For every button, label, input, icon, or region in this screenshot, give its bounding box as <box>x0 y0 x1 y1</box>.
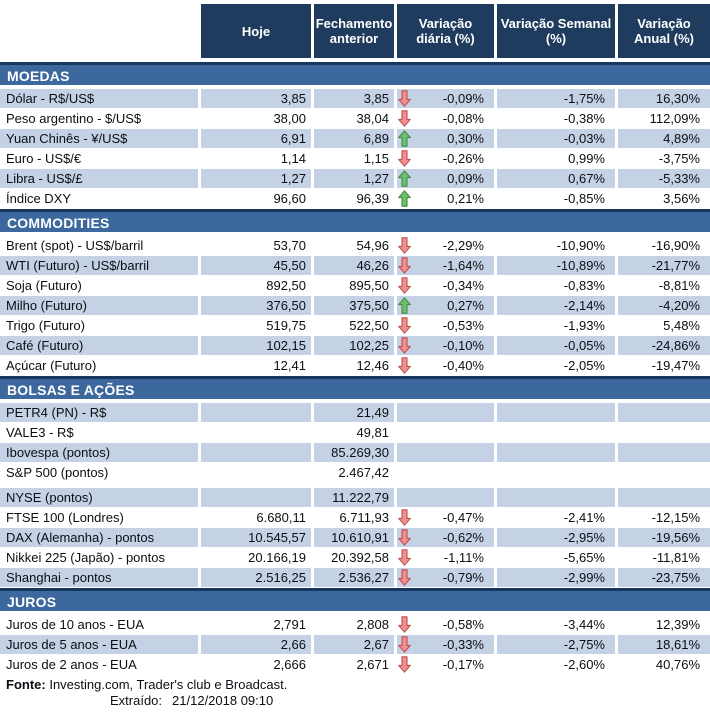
variacao-semanal-value: -3,44% <box>497 615 615 634</box>
down-arrow-icon <box>398 149 411 168</box>
row-label: Juros de 2 anos - EUA <box>0 655 198 674</box>
table-row <box>0 276 710 295</box>
variacao-semanal-value: -2,99% <box>497 568 615 587</box>
row-label: Juros de 5 anos - EUA <box>0 635 198 654</box>
row-label: Ibovespa (pontos) <box>0 443 198 462</box>
hoje-value: 2,66 <box>201 635 311 654</box>
variacao-diaria-value: -0,33% <box>442 637 484 652</box>
table-row <box>0 336 710 355</box>
down-arrow-icon <box>398 356 411 375</box>
variacao-semanal-value: -5,65% <box>497 548 615 567</box>
down-arrow-icon <box>398 548 411 567</box>
variacao-diaria-value: -0,10% <box>442 338 484 353</box>
variacao-diaria-cell <box>397 316 494 335</box>
variacao-diaria-cell <box>397 488 494 507</box>
table-row <box>0 488 710 507</box>
variacao-diaria-value: -0,26% <box>442 151 484 166</box>
hoje-value: 38,00 <box>201 109 311 128</box>
fechamento-anterior-value: 3,85 <box>314 89 394 108</box>
variacao-diaria-cell <box>397 276 494 295</box>
table-body <box>0 62 710 674</box>
table-row <box>0 236 710 255</box>
variacao-anual-value: 4,89% <box>618 129 710 148</box>
hoje-value: 376,50 <box>201 296 311 315</box>
hoje-value <box>201 463 311 482</box>
variacao-diaria-cell <box>397 403 494 422</box>
extracted-timestamp: 21/12/2018 09:10 <box>172 693 274 708</box>
table-row <box>0 89 710 108</box>
hoje-value: 20.166,19 <box>201 548 311 567</box>
variacao-semanal-value: -0,85% <box>497 189 615 208</box>
variacao-diaria-value: -1,64% <box>442 258 484 273</box>
variacao-semanal-value: -2,41% <box>497 508 615 527</box>
fechamento-anterior-value: 522,50 <box>314 316 394 335</box>
hoje-value: 1,14 <box>201 149 311 168</box>
variacao-diaria-value: 0,09% <box>447 171 484 186</box>
variacao-semanal-value <box>497 463 615 482</box>
hoje-value <box>201 488 311 507</box>
variacao-semanal-value <box>497 488 615 507</box>
up-arrow-icon <box>398 129 411 148</box>
variacao-diaria-value: 0,27% <box>447 298 484 313</box>
row-label: PETR4 (PN) - R$ <box>0 403 198 422</box>
variacao-diaria-cell <box>397 528 494 547</box>
fechamento-anterior-value: 49,81 <box>314 423 394 442</box>
variacao-anual-value: -16,90% <box>618 236 710 255</box>
extracted-line <box>0 693 710 709</box>
variacao-anual-value: -19,56% <box>618 528 710 547</box>
down-arrow-icon <box>398 276 411 295</box>
table-row <box>0 356 710 375</box>
table-row <box>0 403 710 422</box>
up-arrow-icon <box>398 169 411 188</box>
variacao-anual-value: -19,47% <box>618 356 710 375</box>
table-row <box>0 256 710 275</box>
variacao-diaria-cell <box>397 89 494 108</box>
hoje-value: 12,41 <box>201 356 311 375</box>
fechamento-anterior-value: 20.392,58 <box>314 548 394 567</box>
table-row <box>0 615 710 634</box>
hoje-value: 6.680,11 <box>201 508 311 527</box>
source-line <box>0 677 710 693</box>
row-label: Café (Futuro) <box>0 336 198 355</box>
variacao-anual-value: -21,77% <box>618 256 710 275</box>
up-arrow-icon <box>398 189 411 208</box>
variacao-anual-value: 3,56% <box>618 189 710 208</box>
source-label: Fonte: <box>6 677 46 692</box>
variacao-diaria-cell <box>397 356 494 375</box>
fechamento-anterior-value: 85.269,30 <box>314 443 394 462</box>
down-arrow-icon <box>398 655 411 674</box>
fechamento-anterior-value: 11.222,79 <box>314 488 394 507</box>
header-empty-cell <box>0 4 198 58</box>
hoje-value: 53,70 <box>201 236 311 255</box>
variacao-diaria-cell <box>397 463 494 482</box>
hoje-value: 3,85 <box>201 89 311 108</box>
variacao-diaria-value: -0,62% <box>442 530 484 545</box>
variacao-anual-value <box>618 443 710 462</box>
fechamento-anterior-value: 6.711,93 <box>314 508 394 527</box>
down-arrow-icon <box>398 256 411 275</box>
variacao-diaria-cell <box>397 256 494 275</box>
variacao-diaria-cell <box>397 149 494 168</box>
table-row <box>0 568 710 587</box>
section-header-juros: JUROS <box>0 588 710 611</box>
variacao-diaria-cell <box>397 508 494 527</box>
table-row <box>0 423 710 442</box>
source-text: Investing.com, Trader's club e Broadcast. <box>45 677 288 692</box>
fechamento-anterior-value: 2.536,27 <box>314 568 394 587</box>
up-arrow-icon <box>398 296 411 315</box>
row-label: Trigo (Futuro) <box>0 316 198 335</box>
variacao-anual-value <box>618 463 710 482</box>
down-arrow-icon <box>398 528 411 547</box>
fechamento-anterior-value: 2,808 <box>314 615 394 634</box>
table-row <box>0 316 710 335</box>
down-arrow-icon <box>398 109 411 128</box>
variacao-anual-value: 40,76% <box>618 655 710 674</box>
row-label: Yuan Chinês - ¥/US$ <box>0 129 198 148</box>
hoje-value: 45,50 <box>201 256 311 275</box>
table-row <box>0 528 710 547</box>
variacao-semanal-value: -0,38% <box>497 109 615 128</box>
variacao-diaria-cell <box>397 443 494 462</box>
variacao-diaria-cell <box>397 236 494 255</box>
hoje-value: 102,15 <box>201 336 311 355</box>
section-header-commodities: COMMODITIES <box>0 209 710 232</box>
table-row <box>0 169 710 188</box>
variacao-diaria-cell <box>397 635 494 654</box>
variacao-semanal-value: -10,89% <box>497 256 615 275</box>
row-label: Juros de 10 anos - EUA <box>0 615 198 634</box>
variacao-anual-value <box>618 403 710 422</box>
row-label: Euro - US$/€ <box>0 149 198 168</box>
down-arrow-icon <box>398 615 411 634</box>
table-row <box>0 109 710 128</box>
variacao-diaria-value: -0,40% <box>442 358 484 373</box>
row-label: Açúcar (Futuro) <box>0 356 198 375</box>
variacao-diaria-value: -0,58% <box>442 617 484 632</box>
variacao-diaria-cell <box>397 615 494 634</box>
variacao-semanal-value: 0,67% <box>497 169 615 188</box>
variacao-diaria-value: 0,21% <box>447 191 484 206</box>
fechamento-anterior-value: 1,27 <box>314 169 394 188</box>
variacao-diaria-cell <box>397 568 494 587</box>
hoje-value <box>201 403 311 422</box>
table-row <box>0 548 710 567</box>
variacao-anual-value: -3,75% <box>618 149 710 168</box>
variacao-diaria-value: -0,17% <box>442 657 484 672</box>
down-arrow-icon <box>398 316 411 335</box>
variacao-diaria-value: -0,53% <box>442 318 484 333</box>
variacao-anual-value: 12,39% <box>618 615 710 634</box>
column-header-variacao-semanal: Variação Semanal (%) <box>497 4 615 58</box>
table-header-row <box>0 4 710 58</box>
variacao-diaria-cell <box>397 336 494 355</box>
variacao-diaria-value: -0,09% <box>442 91 484 106</box>
variacao-semanal-value: -2,95% <box>497 528 615 547</box>
variacao-semanal-value: 0,99% <box>497 149 615 168</box>
variacao-anual-value: 5,48% <box>618 316 710 335</box>
column-header-variacao-anual: Variação Anual (%) <box>618 4 710 58</box>
row-label: Peso argentino - $/US$ <box>0 109 198 128</box>
variacao-diaria-cell <box>397 109 494 128</box>
section-header-bolsas-e-acoes: BOLSAS E AÇÕES <box>0 376 710 399</box>
table-row <box>0 655 710 674</box>
extracted-label: Extraído: <box>110 693 163 708</box>
fechamento-anterior-value: 10.610,91 <box>314 528 394 547</box>
down-arrow-icon <box>398 336 411 355</box>
table-row <box>0 508 710 527</box>
variacao-diaria-value: -0,47% <box>442 510 484 525</box>
fechamento-anterior-value: 1,15 <box>314 149 394 168</box>
variacao-diaria-cell <box>397 655 494 674</box>
variacao-diaria-value: -0,08% <box>442 111 484 126</box>
variacao-anual-value <box>618 423 710 442</box>
variacao-anual-value: 18,61% <box>618 635 710 654</box>
variacao-diaria-cell <box>397 129 494 148</box>
hoje-value: 519,75 <box>201 316 311 335</box>
row-label: Índice DXY <box>0 189 198 208</box>
fechamento-anterior-value: 46,26 <box>314 256 394 275</box>
hoje-value: 2,666 <box>201 655 311 674</box>
variacao-semanal-value: -2,05% <box>497 356 615 375</box>
variacao-diaria-value: 0,30% <box>447 131 484 146</box>
row-label: Dólar - R$/US$ <box>0 89 198 108</box>
variacao-diaria-value: -2,29% <box>442 238 484 253</box>
table-row <box>0 443 710 462</box>
variacao-semanal-value: -10,90% <box>497 236 615 255</box>
fechamento-anterior-value: 2,67 <box>314 635 394 654</box>
variacao-diaria-value: -0,79% <box>442 570 484 585</box>
variacao-semanal-value: -2,14% <box>497 296 615 315</box>
row-label: Libra - US$/£ <box>0 169 198 188</box>
variacao-diaria-cell <box>397 296 494 315</box>
fechamento-anterior-value: 2.467,42 <box>314 463 394 482</box>
variacao-diaria-cell <box>397 423 494 442</box>
fechamento-anterior-value: 38,04 <box>314 109 394 128</box>
table-row <box>0 296 710 315</box>
variacao-diaria-cell <box>397 548 494 567</box>
down-arrow-icon <box>398 89 411 108</box>
fechamento-anterior-value: 375,50 <box>314 296 394 315</box>
hoje-value <box>201 423 311 442</box>
variacao-diaria-value: -1,11% <box>443 550 484 565</box>
row-label: Shanghai - pontos <box>0 568 198 587</box>
fechamento-anterior-value: 54,96 <box>314 236 394 255</box>
variacao-anual-value: -23,75% <box>618 568 710 587</box>
row-label: NYSE (pontos) <box>0 488 198 507</box>
fechamento-anterior-value: 21,49 <box>314 403 394 422</box>
row-label: FTSE 100 (Londres) <box>0 508 198 527</box>
variacao-semanal-value: -0,05% <box>497 336 615 355</box>
section-header-moedas: MOEDAS <box>0 62 710 85</box>
report-footer <box>0 677 710 709</box>
down-arrow-icon <box>398 508 411 527</box>
fechamento-anterior-value: 96,39 <box>314 189 394 208</box>
row-label: VALE3 - R$ <box>0 423 198 442</box>
table-row <box>0 149 710 168</box>
row-label: Brent (spot) - US$/barril <box>0 236 198 255</box>
column-header-hoje: Hoje <box>201 4 311 58</box>
fechamento-anterior-value: 895,50 <box>314 276 394 295</box>
variacao-anual-value: -5,33% <box>618 169 710 188</box>
hoje-value: 96,60 <box>201 189 311 208</box>
fechamento-anterior-value: 6,89 <box>314 129 394 148</box>
fechamento-anterior-value: 102,25 <box>314 336 394 355</box>
hoje-value <box>201 443 311 462</box>
hoje-value: 2,791 <box>201 615 311 634</box>
row-label: Nikkei 225 (Japão) - pontos <box>0 548 198 567</box>
table-row <box>0 635 710 654</box>
variacao-semanal-value: -2,60% <box>497 655 615 674</box>
row-label: S&P 500 (pontos) <box>0 463 198 482</box>
hoje-value: 1,27 <box>201 169 311 188</box>
down-arrow-icon <box>398 568 411 587</box>
variacao-semanal-value: -0,03% <box>497 129 615 148</box>
hoje-value: 6,91 <box>201 129 311 148</box>
variacao-diaria-cell <box>397 189 494 208</box>
variacao-anual-value: -12,15% <box>618 508 710 527</box>
variacao-anual-value <box>618 488 710 507</box>
variacao-semanal-value: -0,83% <box>497 276 615 295</box>
table-row <box>0 129 710 148</box>
variacao-semanal-value <box>497 423 615 442</box>
down-arrow-icon <box>398 635 411 654</box>
fechamento-anterior-value: 2,671 <box>314 655 394 674</box>
table-row <box>0 463 710 482</box>
column-header-fechamento-anterior: Fechamento anterior <box>314 4 394 58</box>
table-row <box>0 189 710 208</box>
row-label: Milho (Futuro) <box>0 296 198 315</box>
variacao-anual-value: -24,86% <box>618 336 710 355</box>
variacao-anual-value: 16,30% <box>618 89 710 108</box>
variacao-anual-value: -11,81% <box>618 548 710 567</box>
variacao-diaria-cell <box>397 169 494 188</box>
variacao-semanal-value <box>497 443 615 462</box>
variacao-diaria-value: -0,34% <box>442 278 484 293</box>
variacao-anual-value: -4,20% <box>618 296 710 315</box>
variacao-semanal-value: -1,75% <box>497 89 615 108</box>
fechamento-anterior-value: 12,46 <box>314 356 394 375</box>
row-label: DAX (Alemanha) - pontos <box>0 528 198 547</box>
row-label: WTI (Futuro) - US$/barril <box>0 256 198 275</box>
hoje-value: 892,50 <box>201 276 311 295</box>
variacao-anual-value: -8,81% <box>618 276 710 295</box>
variacao-semanal-value: -2,75% <box>497 635 615 654</box>
down-arrow-icon <box>398 236 411 255</box>
column-header-variacao-diaria: Variação diária (%) <box>397 4 494 58</box>
hoje-value: 10.545,57 <box>201 528 311 547</box>
variacao-semanal-value <box>497 403 615 422</box>
hoje-value: 2.516,25 <box>201 568 311 587</box>
row-label: Soja (Futuro) <box>0 276 198 295</box>
variacao-anual-value: 112,09% <box>618 109 710 128</box>
variacao-semanal-value: -1,93% <box>497 316 615 335</box>
